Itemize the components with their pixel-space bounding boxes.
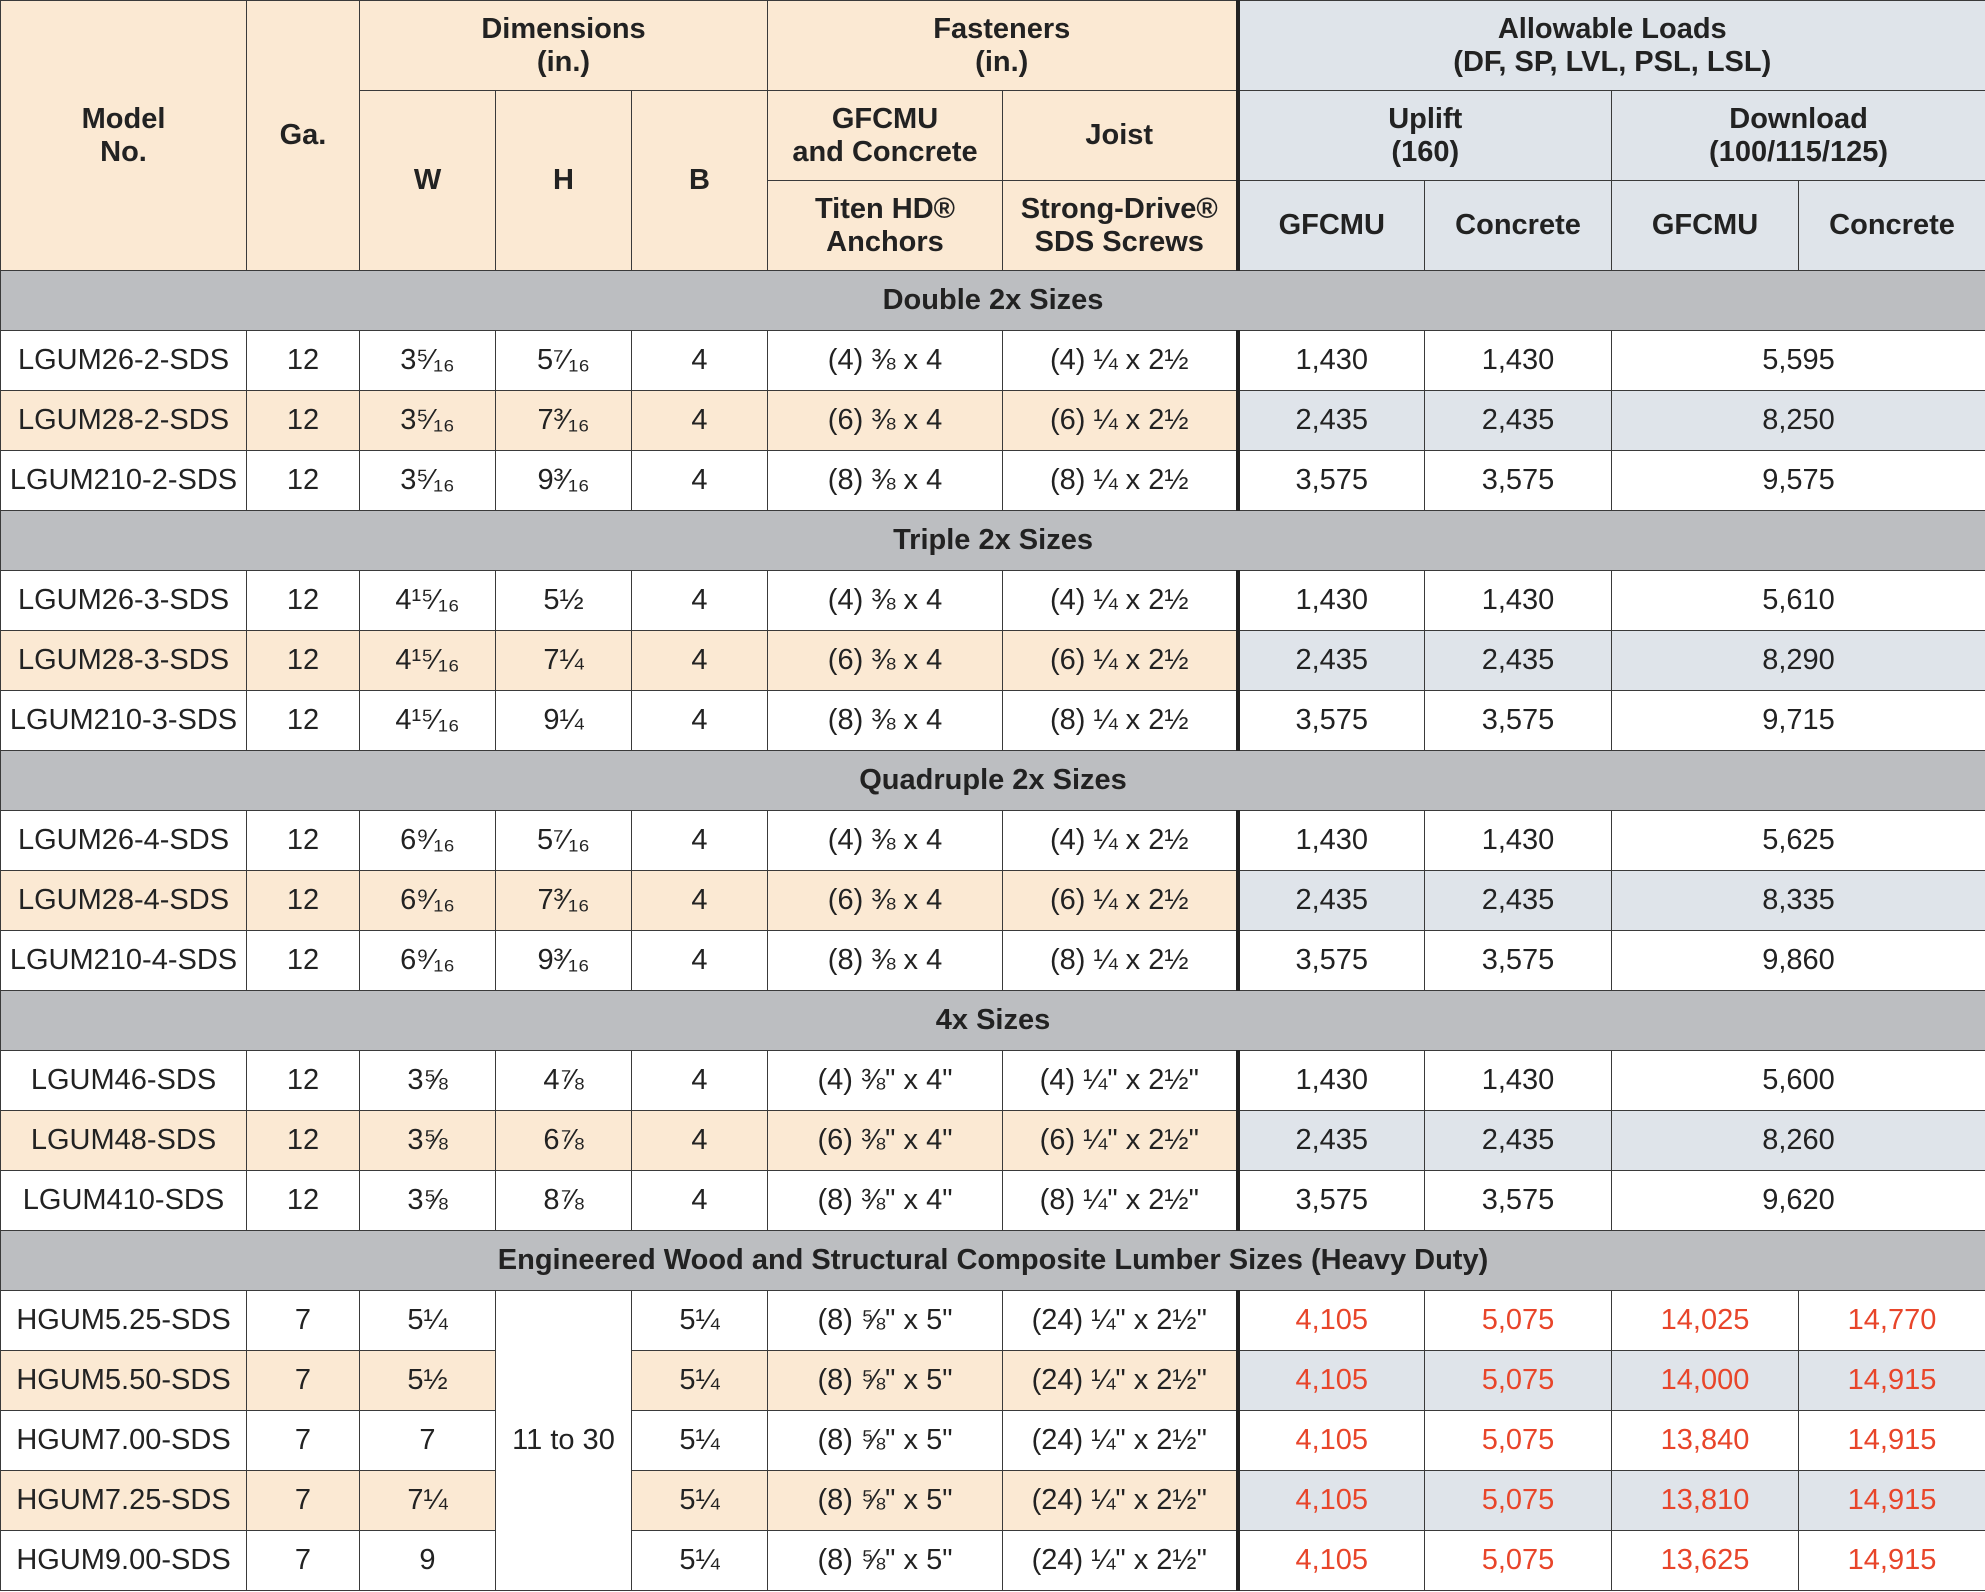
ga-cell: 12 (247, 691, 360, 751)
w-cell: 7 (360, 1411, 496, 1471)
anchors-cell: (6) ⅜ x 4 (768, 391, 1003, 451)
b-cell: 4 (632, 1171, 768, 1231)
b-cell: 4 (632, 931, 768, 991)
ga-cell: 12 (247, 451, 360, 511)
uplift-concrete-cell: 5,075 (1425, 1291, 1612, 1351)
screws-cell: (8) ¼ x 2½ (1003, 691, 1238, 751)
w-cell: 4¹⁵⁄₁₆ (360, 691, 496, 751)
w-cell: 7¼ (360, 1471, 496, 1531)
download-gfcmu-cell: 13,840 (1612, 1411, 1799, 1471)
uplift-gfcmu-cell: 3,575 (1238, 931, 1425, 991)
b-cell: 4 (632, 691, 768, 751)
b-cell: 5¼ (632, 1471, 768, 1531)
w-cell: 3⁵⁄₁₆ (360, 391, 496, 451)
anchors-cell: (8) ⅜ x 4 (768, 931, 1003, 991)
h-cell: 6⅞ (496, 1111, 632, 1171)
w-cell: 3⅝ (360, 1051, 496, 1111)
screws-cell: (24) ¼" x 2½" (1003, 1411, 1238, 1471)
w-cell: 5¼ (360, 1291, 496, 1351)
uplift-concrete-cell: 1,430 (1425, 571, 1612, 631)
uplift-concrete-cell: 2,435 (1425, 871, 1612, 931)
h-cell-merged: 11 to 30 (496, 1291, 632, 1591)
download-concrete-cell: 14,915 (1799, 1471, 1985, 1531)
dimensions-header: Dimensions (in.) (360, 1, 768, 91)
anchors-cell: (8) ⅝" x 5" (768, 1531, 1003, 1591)
b-header: B (632, 91, 768, 271)
model-cell: LGUM28-3-SDS (1, 631, 247, 691)
ga-cell: 7 (247, 1411, 360, 1471)
uplift-concrete-cell: 2,435 (1425, 1111, 1612, 1171)
table-row (1, 1291, 1985, 1351)
table-row (1, 1171, 1985, 1231)
screws-cell: (8) ¼ x 2½ (1003, 931, 1238, 991)
uplift-gfcmu-cell: 2,435 (1238, 391, 1425, 451)
anchors-cell: (4) ⅜ x 4 (768, 331, 1003, 391)
model-cell: LGUM28-4-SDS (1, 871, 247, 931)
model-cell: LGUM210-2-SDS (1, 451, 247, 511)
download-cell: 8,250 (1612, 391, 1985, 451)
download-cell: 8,290 (1612, 631, 1985, 691)
ga-cell: 7 (247, 1471, 360, 1531)
ga-cell: 12 (247, 931, 360, 991)
w-cell: 4¹⁵⁄₁₆ (360, 571, 496, 631)
download-cell: 5,625 (1612, 811, 1985, 871)
screws-cell: (6) ¼" x 2½" (1003, 1111, 1238, 1171)
ga-cell: 12 (247, 391, 360, 451)
table-row (1, 931, 1985, 991)
h-header: H (496, 91, 632, 271)
table-row (1, 631, 1985, 691)
model-cell: LGUM26-2-SDS (1, 331, 247, 391)
download-concrete-cell: 14,770 (1799, 1291, 1985, 1351)
model-cell: LGUM210-3-SDS (1, 691, 247, 751)
uplift-concrete-cell: 3,575 (1425, 931, 1612, 991)
h-cell: 5⁷⁄₁₆ (496, 811, 632, 871)
w-cell: 6⁹⁄₁₆ (360, 871, 496, 931)
model-cell: LGUM210-4-SDS (1, 931, 247, 991)
w-header: W (360, 91, 496, 271)
table-row (1, 1111, 1985, 1171)
w-cell: 4¹⁵⁄₁₆ (360, 631, 496, 691)
model-cell: HGUM7.00-SDS (1, 1411, 247, 1471)
download-header: Download (100/115/125) (1612, 91, 1985, 181)
screws-cell: (4) ¼ x 2½ (1003, 571, 1238, 631)
uplift-gfcmu-cell: 1,430 (1238, 571, 1425, 631)
anchors-cell: (4) ⅜" x 4" (768, 1051, 1003, 1111)
uplift-gfcmu-cell: 1,430 (1238, 1051, 1425, 1111)
ga-cell: 12 (247, 871, 360, 931)
b-cell: 4 (632, 1051, 768, 1111)
download-cell: 9,860 (1612, 931, 1985, 991)
section-4x: 4x Sizes (1, 991, 1985, 1051)
download-gfcmu-cell: 13,625 (1612, 1531, 1799, 1591)
anchors-cell: (6) ⅜ x 4 (768, 871, 1003, 931)
uplift-gfcmu-cell: 1,430 (1238, 331, 1425, 391)
b-cell: 5¼ (632, 1411, 768, 1471)
screws-cell: (6) ¼ x 2½ (1003, 631, 1238, 691)
model-cell: LGUM28-2-SDS (1, 391, 247, 451)
download-cell: 5,600 (1612, 1051, 1985, 1111)
uplift-concrete-cell: 2,435 (1425, 631, 1612, 691)
section-triple-2x: Triple 2x Sizes (1, 511, 1985, 571)
w-cell: 9 (360, 1531, 496, 1591)
ga-cell: 12 (247, 331, 360, 391)
uplift-concrete-cell: 1,430 (1425, 1051, 1612, 1111)
model-cell: HGUM7.25-SDS (1, 1471, 247, 1531)
section-engineered-wood: Engineered Wood and Structural Composite Lumber Sizes (Heavy Duty) (1, 1231, 1985, 1291)
screws-cell: (24) ¼" x 2½" (1003, 1351, 1238, 1411)
uplift-gfcmu-cell: 4,105 (1238, 1351, 1425, 1411)
model-cell: LGUM26-3-SDS (1, 571, 247, 631)
w-cell: 3⁵⁄₁₆ (360, 331, 496, 391)
uplift-gfcmu-cell: 4,105 (1238, 1291, 1425, 1351)
anchors-cell: (8) ⅝" x 5" (768, 1411, 1003, 1471)
ga-cell: 7 (247, 1351, 360, 1411)
titen-anchors-header: Titen HD® Anchors (768, 181, 1003, 271)
download-gfcmu-cell: 14,000 (1612, 1351, 1799, 1411)
table-row (1, 331, 1985, 391)
anchors-cell: (8) ⅜ x 4 (768, 451, 1003, 511)
h-cell: 9³⁄₁₆ (496, 931, 632, 991)
ga-cell: 12 (247, 811, 360, 871)
ga-header: Ga. (247, 1, 360, 271)
table-row (1, 571, 1985, 631)
download-cell: 5,595 (1612, 331, 1985, 391)
screws-cell: (4) ¼ x 2½ (1003, 331, 1238, 391)
sds-screws-header: Strong-Drive® SDS Screws (1003, 181, 1238, 271)
uplift-gfcmu-cell: 4,105 (1238, 1531, 1425, 1591)
model-cell: LGUM46-SDS (1, 1051, 247, 1111)
section-quadruple-2x: Quadruple 2x Sizes (1, 751, 1985, 811)
b-cell: 4 (632, 811, 768, 871)
b-cell: 5¼ (632, 1531, 768, 1591)
b-cell: 4 (632, 331, 768, 391)
uplift-concrete-cell: 5,075 (1425, 1471, 1612, 1531)
uplift-concrete-cell: 3,575 (1425, 451, 1612, 511)
download-cell: 9,715 (1612, 691, 1985, 751)
h-cell: 7³⁄₁₆ (496, 391, 632, 451)
table-row (1, 451, 1985, 511)
h-cell: 9¼ (496, 691, 632, 751)
w-cell: 3⅝ (360, 1171, 496, 1231)
ga-cell: 12 (247, 1111, 360, 1171)
screws-cell: (6) ¼ x 2½ (1003, 871, 1238, 931)
anchors-cell: (8) ⅝" x 5" (768, 1351, 1003, 1411)
anchors-cell: (4) ⅜ x 4 (768, 571, 1003, 631)
b-cell: 5¼ (632, 1291, 768, 1351)
download-cell: 9,620 (1612, 1171, 1985, 1231)
uplift-concrete-cell: 1,430 (1425, 811, 1612, 871)
uplift-concrete-cell: 2,435 (1425, 391, 1612, 451)
w-cell: 3⅝ (360, 1111, 496, 1171)
anchors-cell: (4) ⅜ x 4 (768, 811, 1003, 871)
uplift-gfcmu-cell: 1,430 (1238, 811, 1425, 871)
h-cell: 4⅞ (496, 1051, 632, 1111)
table-header (1, 1, 1985, 271)
anchors-cell: (6) ⅜" x 4" (768, 1111, 1003, 1171)
download-gfcmu-header: GFCMU (1612, 181, 1799, 271)
uplift-concrete-cell: 5,075 (1425, 1531, 1612, 1591)
download-cell: 8,335 (1612, 871, 1985, 931)
table-row (1, 1471, 1985, 1531)
table-row (1, 811, 1985, 871)
download-concrete-cell: 14,915 (1799, 1411, 1985, 1471)
download-gfcmu-cell: 13,810 (1612, 1471, 1799, 1531)
b-cell: 4 (632, 1111, 768, 1171)
uplift-gfcmu-cell: 2,435 (1238, 871, 1425, 931)
model-cell: LGUM26-4-SDS (1, 811, 247, 871)
screws-cell: (24) ¼" x 2½" (1003, 1531, 1238, 1591)
model-cell: HGUM9.00-SDS (1, 1531, 247, 1591)
h-cell: 7¼ (496, 631, 632, 691)
ga-cell: 7 (247, 1291, 360, 1351)
b-cell: 4 (632, 391, 768, 451)
uplift-gfcmu-cell: 3,575 (1238, 691, 1425, 751)
uplift-concrete-cell: 3,575 (1425, 1171, 1612, 1231)
screws-cell: (24) ¼" x 2½" (1003, 1291, 1238, 1351)
h-cell: 7³⁄₁₆ (496, 871, 632, 931)
uplift-concrete-header: Concrete (1425, 181, 1612, 271)
download-concrete-cell: 14,915 (1799, 1351, 1985, 1411)
uplift-gfcmu-cell: 2,435 (1238, 631, 1425, 691)
anchors-cell: (8) ⅝" x 5" (768, 1291, 1003, 1351)
gfcmu-concrete-header: GFCMU and Concrete (768, 91, 1003, 181)
table-row (1, 1411, 1985, 1471)
h-cell: 8⅞ (496, 1171, 632, 1231)
table-row (1, 1531, 1985, 1591)
download-cell: 9,575 (1612, 451, 1985, 511)
download-concrete-cell: 14,915 (1799, 1531, 1985, 1591)
download-concrete-header: Concrete (1799, 181, 1985, 271)
uplift-concrete-cell: 5,075 (1425, 1351, 1612, 1411)
ga-cell: 12 (247, 1051, 360, 1111)
anchors-cell: (6) ⅜ x 4 (768, 631, 1003, 691)
download-gfcmu-cell: 14,025 (1612, 1291, 1799, 1351)
anchors-cell: (8) ⅜ x 4 (768, 691, 1003, 751)
h-cell: 5½ (496, 571, 632, 631)
allowable-loads-header: Allowable Loads (DF, SP, LVL, PSL, LSL) (1238, 1, 1985, 91)
table-row (1, 1051, 1985, 1111)
w-cell: 6⁹⁄₁₆ (360, 931, 496, 991)
screws-cell: (4) ¼ x 2½ (1003, 811, 1238, 871)
w-cell: 5½ (360, 1351, 496, 1411)
anchors-cell: (8) ⅜" x 4" (768, 1171, 1003, 1231)
ga-cell: 12 (247, 631, 360, 691)
download-cell: 5,610 (1612, 571, 1985, 631)
screws-cell: (24) ¼" x 2½" (1003, 1471, 1238, 1531)
table-row (1, 691, 1985, 751)
joist-header: Joist (1003, 91, 1238, 181)
table-row (1, 391, 1985, 451)
w-cell: 3⁵⁄₁₆ (360, 451, 496, 511)
uplift-gfcmu-header: GFCMU (1238, 181, 1425, 271)
b-cell: 4 (632, 451, 768, 511)
screws-cell: (8) ¼ x 2½ (1003, 451, 1238, 511)
uplift-gfcmu-cell: 3,575 (1238, 451, 1425, 511)
model-cell: LGUM410-SDS (1, 1171, 247, 1231)
screws-cell: (6) ¼ x 2½ (1003, 391, 1238, 451)
uplift-concrete-cell: 1,430 (1425, 331, 1612, 391)
model-cell: HGUM5.50-SDS (1, 1351, 247, 1411)
b-cell: 5¼ (632, 1351, 768, 1411)
screws-cell: (4) ¼" x 2½" (1003, 1051, 1238, 1111)
b-cell: 4 (632, 871, 768, 931)
h-cell: 5⁷⁄₁₆ (496, 331, 632, 391)
uplift-gfcmu-cell: 2,435 (1238, 1111, 1425, 1171)
model-cell: HGUM5.25-SDS (1, 1291, 247, 1351)
uplift-gfcmu-cell: 3,575 (1238, 1171, 1425, 1231)
model-no-header: Model No. (1, 1, 247, 271)
table-row (1, 871, 1985, 931)
uplift-gfcmu-cell: 4,105 (1238, 1471, 1425, 1531)
uplift-header: Uplift (160) (1238, 91, 1612, 181)
uplift-concrete-cell: 5,075 (1425, 1411, 1612, 1471)
ga-cell: 12 (247, 1171, 360, 1231)
uplift-gfcmu-cell: 4,105 (1238, 1411, 1425, 1471)
uplift-concrete-cell: 3,575 (1425, 691, 1612, 751)
ga-cell: 12 (247, 571, 360, 631)
download-cell: 8,260 (1612, 1111, 1985, 1171)
screws-cell: (8) ¼" x 2½" (1003, 1171, 1238, 1231)
h-cell: 9³⁄₁₆ (496, 451, 632, 511)
b-cell: 4 (632, 571, 768, 631)
ga-cell: 7 (247, 1531, 360, 1591)
table-row (1, 1351, 1985, 1411)
b-cell: 4 (632, 631, 768, 691)
anchors-cell: (8) ⅝" x 5" (768, 1471, 1003, 1531)
fasteners-header: Fasteners (in.) (768, 1, 1238, 91)
model-cell: LGUM48-SDS (1, 1111, 247, 1171)
w-cell: 6⁹⁄₁₆ (360, 811, 496, 871)
section-double-2x: Double 2x Sizes (1, 271, 1985, 331)
